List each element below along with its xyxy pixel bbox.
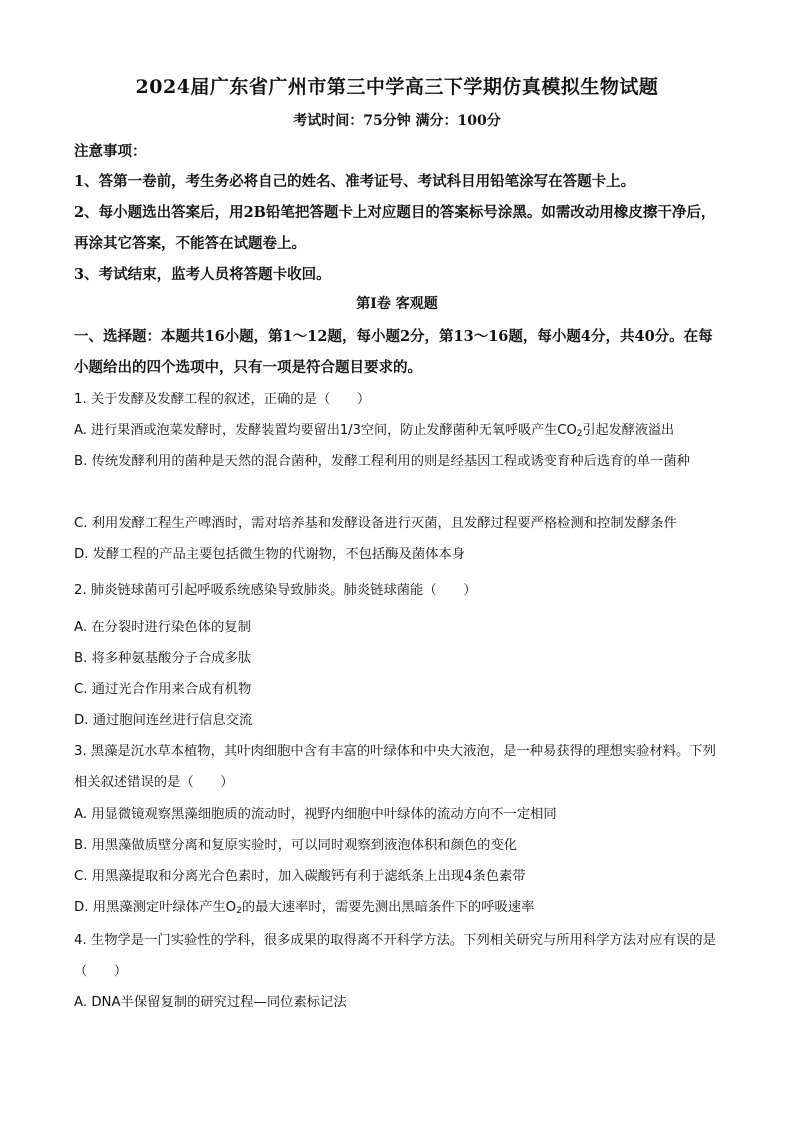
question-1-option-c: C. 利用发酵工程生产啤酒时，需对培养基和发酵设备进行灭菌，且发酵过程要严格检测和控制发酵条件 <box>74 516 677 531</box>
part-heading: 一、选择题：本题共16小题，第1～12题，每小题2分，第13～16题，每小题4分，共40分。在每小题给出的四个选项中，只有一项是符合题目要求的。 <box>74 328 713 376</box>
question-3-stem: 3. 黑藻是沉水草本植物，其叶肉细胞中含有丰富的叶绿体和中央大液泡，是一种易获得的理想实验材料。下列相关叙述错误的是（ ） <box>74 744 716 790</box>
question-1-option-b: B. 传统发酵利用的菌种是天然的混合菌种，发酵工程利用的则是经基因工程或诱变育种后选育的单一菌种 <box>74 454 690 469</box>
document-title: 2024届广东省广州市第三中学高三下学期仿真模拟生物试题 <box>135 76 659 98</box>
notice-heading: 注意事项： <box>74 143 147 160</box>
question-3-option-c: C. 用黑藻提取和分离光合色素时，加入碳酸钙有利于滤纸条上出现4条色素带 <box>74 869 526 884</box>
question-4-option-a: A. DNA半保留复制的研究过程—同位素标记法 <box>74 995 347 1010</box>
question-3-option-b: B. 用黑藻做质壁分离和复原实验时，可以同时观察到液泡体积和颜色的变化 <box>74 838 518 853</box>
question-2-option-c: C. 通过光合作用来合成有机物 <box>74 682 252 697</box>
notice-item-1: 1、答第一卷前，考生务必将自己的姓名、准考证号、考试科目用铅笔涂写在答题卡上。 <box>74 173 636 190</box>
notice-item-3: 3、考试结束，监考人员将答题卡收回。 <box>74 266 331 283</box>
question-2-stem: 2. 肺炎链球菌可引起呼吸系统感染导致肺炎。肺炎链球菌能（ ） <box>74 583 477 598</box>
notice-item-2: 2、每小题选出答案后，用2B铅笔把答题卡上对应题目的答案标号涂黑。如需改动用橡皮擦干净后，再涂其它答案，不能答在试题卷上。 <box>74 204 716 252</box>
question-2-option-a: A. 在分裂时进行染色体的复制 <box>74 620 251 635</box>
question-3-option-a: A. 用显微镜观察黑藻细胞质的流动时，视野内细胞中叶绿体的流动方向不一定相同 <box>74 807 557 822</box>
question-3-option-d: D. 用黑藻测定叶绿体产生$O_2$的最大速率时，需要先测出黑暗条件下的呼吸速率 <box>74 900 535 916</box>
exam-info: 考试时间：75分钟 满分：100分 <box>293 113 501 129</box>
question-1-option-d: D. 发酵工程的产品主要包括微生物的代谢物，不包括酶及菌体本身 <box>74 547 466 562</box>
question-2-option-d: D. 通过胞间连丝进行信息交流 <box>74 713 253 728</box>
section-title: 第Ⅰ卷 客观题 <box>356 296 438 312</box>
question-2-option-b: B. 将多种氨基酸分子合成多肽 <box>74 651 252 666</box>
question-1-option-a: A. 进行果酒或泡菜发酵时，发酵装置均要留出1/3空间，防止发酵菌种无氧呼吸产生$CO_2$引起发酵液溢出 <box>74 423 675 439</box>
question-4-stem: 4. 生物学是一门实验性的学科，很多成果的取得离不开科学方法。下列相关研究与所用科学方法对应有误的是（ ） <box>74 933 716 979</box>
question-1-stem: 1. 关于发酵及发酵工程的叙述，正确的是（ ） <box>74 392 371 407</box>
